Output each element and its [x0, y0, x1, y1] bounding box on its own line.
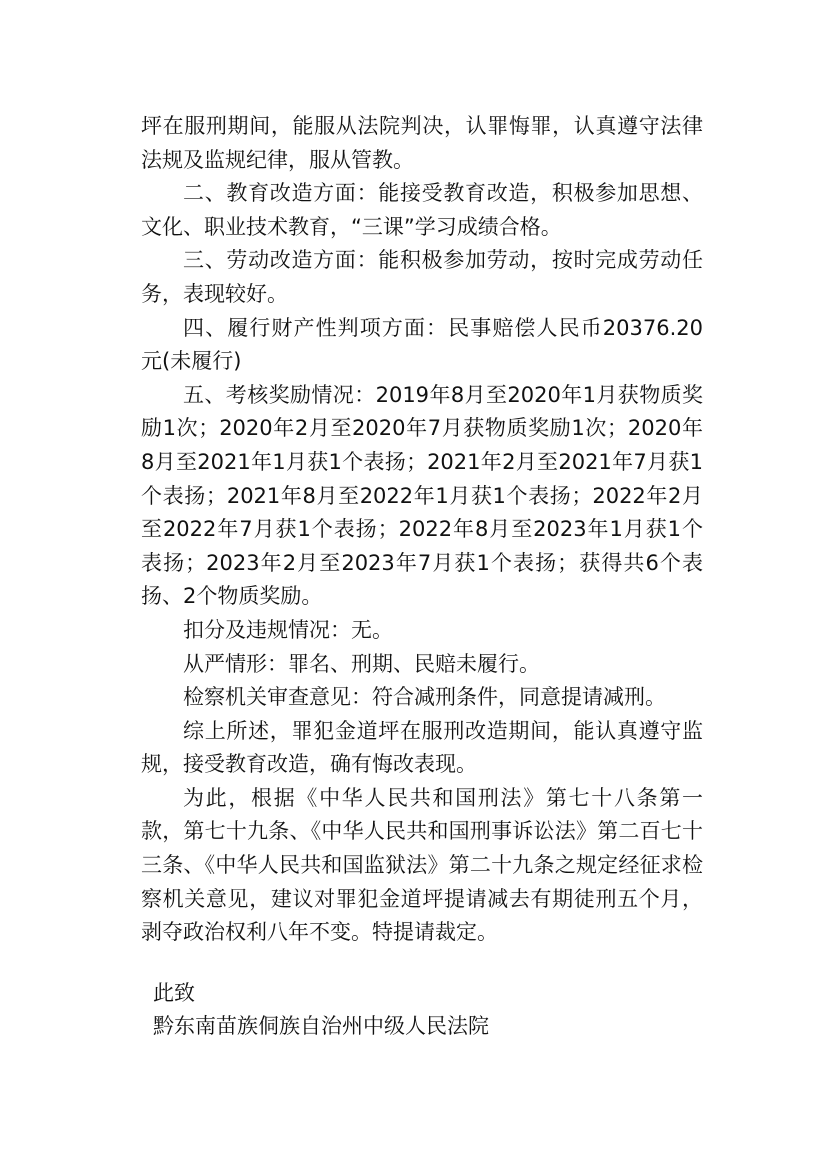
paragraph-deductions: 扣分及违规情况：无。 [183, 617, 393, 642]
paragraph-rewards: 五、考核奖励情况：2019年8月至2020年1月获物质奖励1次；2020年2月至2020年7月获物质奖励1次；2020年8月至2021年1月获1个表扬；2021年2月至2021年7月获1个表扬；2021年8月至2022年1月获1个表扬；2022年2月至2022年7月获1个表扬；2022年8月至2023年1月获1个表扬；2023年2月至2023年7月获1个表扬；获得共6个表扬、2个物质奖励。 [141, 382, 703, 609]
paragraph-education-reform: 二、教育改造方面：能接受教育改造，积极参加思想、文化、职业技术教育，“三课”学习成绩合格。 [141, 181, 703, 239]
paragraph-procuratorate-opinion: 检察机关审查意见：符合减刑条件，同意提请减刑。 [183, 685, 666, 710]
paragraph-continuation: 坪在服刑期间，能服从法院判决，认罪悔罪，认真遵守法律法规及监规纪律，服从管教。 [141, 114, 703, 172]
document-body [141, 110, 703, 950]
paragraph-legal-basis: 为此，根据《中华人民共和国刑法》第七十八条第一款，第七十九条、《中华人民共和国刑事诉讼法》第二百七十三条、《中华人民共和国监狱法》第二十九条之规定经征求检察机关意见，建议对罪犯金道坪提请减去有期徒刑五个月，剥夺政治权利八年不变。特提请裁定。 [141, 785, 703, 945]
closing-recipient: 黔东南苗族侗族自治州中级人民法院 [153, 1014, 489, 1038]
paragraph-strict-circumstances: 从严情形：罪名、刑期、民赔未履行。 [183, 651, 540, 676]
paragraph-property-judgment: 四、履行财产性判项方面：民事赔偿人民币20376.20元(未履行) [141, 315, 703, 374]
closing-salutation: 此致 [153, 981, 195, 1005]
paragraph-labor-reform: 三、劳动改造方面：能积极参加劳动，按时完成劳动任务，表现较好。 [141, 248, 703, 306]
paragraph-summary: 综上所述，罪犯金道坪在服刑改造期间，能认真遵守监规，接受教育改造，确有悔改表现。 [141, 718, 703, 777]
